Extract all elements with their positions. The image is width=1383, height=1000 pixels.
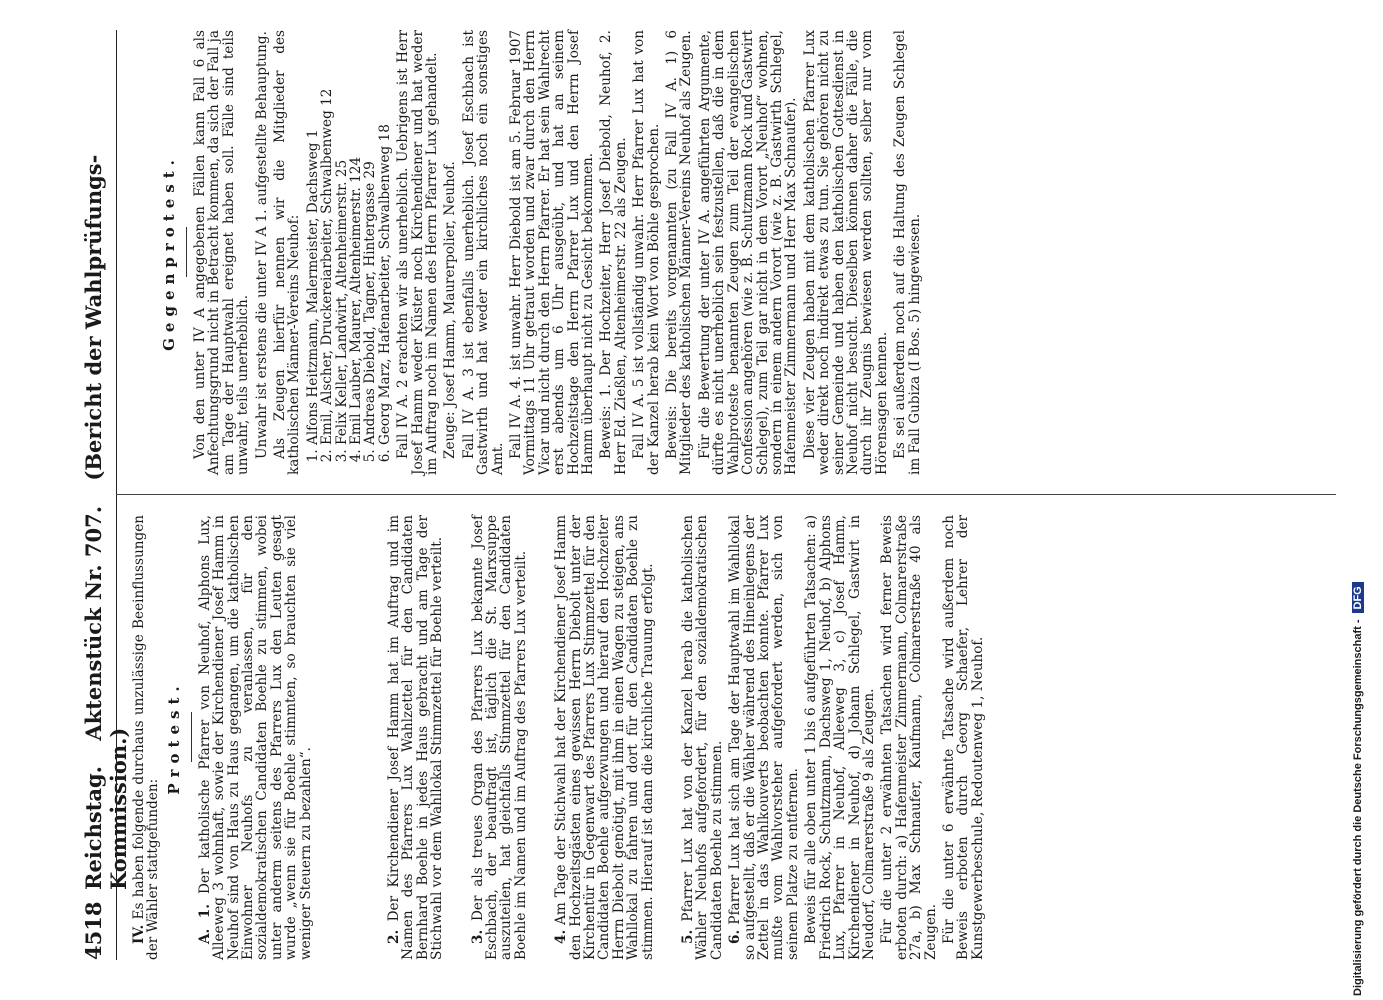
counter-p1: Von den unter IV A angegebenen Fällen kann Fall 6 als Anfechtungsgrund nicht in Betracht kommen, da sich der Fall ja am Tage der Hauptwahl ereignet haben soll. Fälle sind teils unwahr, teils unerheblich.	[191, 30, 252, 475]
header-commission: (Bericht der Wahlprüfungs-Kommission.)	[81, 154, 131, 890]
item-3: 3. Der als treues Organ des Pfarrers Lux bekannte Josef Eschbach, der beauftragt ist, täglich die St. Marxsuppe auszuteilen, hat gleichfalls Stimmzettel für den Candidaten Boehle im Namen und im Auftrag des Pfarrers Lux verteilt.	[469, 515, 529, 960]
list-item: 3. Felix Keller, Landwirt, Altenheimerstr. 25	[335, 30, 349, 445]
counter-p8: Für die Bewertung der unter IV A. angeführten Argumente, dürfte es nicht unerheblich sein festzustellen, daß die in dem Wahlproteste benannten Zeugen zum Teil der evangelischen Confession angehören (wie z. B. Schutzmann Rock und Gastwirt Schlegel), zum Teil gar nicht in dem Vorort „Neuhof“ wohnen, sondern in einem andern Vorort (wie z. B. Gastwirth Schlegel, Hafenmeister Zimmermann und Herr Max Schnaufer).	[696, 30, 800, 475]
funding-note: Digitalisierung gefördert durch die Deutsche Forschungsgemeinschaft -	[1352, 619, 1364, 996]
counter-p10: Es sei außerdem noch auf die Haltung des Zeugen Schlegel im Fall Gubiza (I Bos. 5) hingewiesen.	[892, 30, 923, 475]
column-divider	[116, 494, 1336, 495]
counter-p3: Als Zeugen hierfür nennen wir die Mitglieder des katholischen Männer-Vereins Neuhof:	[271, 30, 303, 475]
proof-item-2: Für die unter 2 erwähnten Tatsachen wird ferner Beweis erboten durch: a) Hafenmeister Zimmermann, Colmarerstraße 27a, b) Max Schnaufer, Kaufmann, Colmarerstraße 40 als Zeugen.	[879, 515, 939, 960]
counter-p4: Fall IV A. 2 erachten wir als unerheblich. Uebrigens ist Herr Josef Hamm weder Küster noch Kirchendiener und hat weder im Auftrag noch im Namen des Herrn Pfarrer Lux gehandelt.	[395, 30, 440, 475]
counter-p5: Fall IV A. 3 ist ebenfalls unerheblich. Josef Eschbach ist Gastwirth und hat weder ein kirchliches noch ein sonstiges Amt.	[460, 30, 506, 475]
counter-p9: Diese vier Zeugen haben mit dem katholischen Pfarrer Lux weder direkt noch indirekt etwas zu tun. Sie gehören nicht zu seiner Gemeinde und haben den katholischen Gottesdienst in Neuhof nicht besucht. Dieselben können daher die Fälle, die durch ihr Zeugnis bewiesen werden sollten, selber nur vom Hörensagen kennen.	[801, 30, 890, 475]
list-item: 6. Georg Marz, Hafenarbeiter, Schwalbenweg 18	[378, 30, 392, 445]
counter-protest-heading: Gegenprotest.	[160, 154, 178, 351]
section-number: IV.	[131, 924, 147, 944]
list-item: 5. Andreas Diebold, Tagner, Hintergasse 29	[363, 30, 377, 445]
header-document: Aktenstück Nr. 707.	[81, 505, 106, 741]
counter-p6: Fall IV A. 4. ist unwahr. Herr Diebold ist am 5. Februar 1907 Vormittags 11 Uhr getraut worden und zwar durch den Herrn Vicar und nicht durch den Herrn Pfarrer. Er hat sein Wahlrecht erst abends um 6 Uhr ausgeübt, und hat an seinem Hochzeitstage den Herrn Pfarrer Lux und den Herrn Josef Hamm überhaupt nicht zu Gesicht bekommen.	[508, 30, 597, 475]
counter-p6-proof: Beweis: 1. Der Hochzeiter, Herr Josef Diebold, Neuhof, 2. Herr Ed. Zießlen, Altenheimerstr. 22 als Zeugen.	[598, 30, 629, 475]
counter-p7-proof: Beweis: Die bereits vorgenannten (zu Fall IV A. 1) 6 Mitglieder des katholischen Männer-Vereins Neuhof als Zeugen.	[664, 30, 695, 475]
list-item: 2. Emil, Alscher, Druckereiarbeiter, Schwalbenweg 12	[320, 30, 334, 445]
item-4: 4. Am Tage der Stichwahl hat der Kirchendiener Josef Hamm den Hochzeitsgästen eines gewissen Herrn Diebolt unter der Kirchentür in Gegenwart des Pfarrers Lux Stimmzettel für den Candidaten Boehle aufgezwungen und hierauf den Hochzeiter Herrn Diebolt genötigt, mit ihm in einen Wagen zu steigen, ans Wahllokal zu fahren und dort für den Candidaten Boehle zu stimmen. Hierauf ist dann die kirchliche Trauung erfolgt.	[553, 515, 656, 960]
proof-item-6: Für die unter 6 erwähnte Tatsache wird außerdem noch Beweis erboten durch Georg Schaefer, Lehrer der Kunstgewerbeschule, Redoutenweg 1, Neuhof.	[940, 515, 986, 960]
counter-p2: Unwahr ist erstens die unter IV A 1. aufgestellte Behauptung.	[253, 31, 270, 459]
counter-p7: Fall IV A. 5 ist vollständig unwahr. Herr Pfarrer Lux hat von der Kanzel herab kein Wort von Böhle gesprochen.	[631, 30, 662, 475]
page-number: 4518	[81, 901, 106, 960]
list-item: 1. Alfons Heitzmann, Malermeister, Dachsweg 1	[306, 30, 320, 445]
item-2: 2. Der Kirchendiener Josef Hamm hat im Auftrag und im Namen des Pfarrers Lux Wahlzettel für den Candidaten Bernhard Boehle in jedes Haus gebracht und am Tage der Stichwahl vor dem Wahllokal Stimmzettel für Boehle verteilt.	[385, 515, 446, 960]
witness-list	[306, 30, 392, 445]
item-a1: A. 1. Der katholische Pfarrer von Neuhof, Alphons Lux, Alleeweg 3 wohnhaft, sowie der Kirchendiener Josef Hamm in Neuhof sind von Haus zu Haus gegangen, um die katholischen Einwohner Neuhofs zu veranlassen, für den sozialdemokratischen Candidaten Boehle zu stimmen, wobei unter anderm seitens des Pfarrers Lux den Leuten gesagt wurde „wenn sie für Boehle stimmten, so brauchten sie viel weniger Steuern zu bezahlen“.	[196, 515, 314, 960]
header-body: Reichstag.	[81, 766, 106, 890]
protest-column	[132, 515, 989, 960]
document-page	[50, 0, 1380, 1000]
header-rule	[116, 30, 117, 960]
protest-heading: Protest.	[164, 680, 183, 795]
digitization-note	[1352, 6, 1374, 996]
item-5: 5. Pfarrer Lux hat von der Kanzel herab die katholischen Wähler Neuhofs aufgefordert, für den sozialdemokratischen Candidaten Boehle zu stimmen.	[680, 514, 725, 960]
list-item: 4. Emil Lauber, Maurer, Altenheimerstr. 124	[349, 30, 363, 445]
item-6: 6. Pfarrer Lux hat sich am Tage der Hauptwahl im Wahllokal so aufgestellt, daß er die Wähler während des Hineinlegens der Zettel in das Wahlkouverts beobachten konnte. Pfarrer Lux mußte vom Wahlvorsteher aufgefordert werden, sich von seinem Platze zu entfernen.	[727, 514, 801, 960]
proof-all: Beweis für alle oben unter 1 bis 6 aufgeführten Tatsachen: a) Friedrich Rock, Schutzmann, Dachsweg 1, Neuhof, b) Alphons Lux, Pfarrer in Neuhof, Alleeweg 3, c) Josef Hamm, Kirchendiener in Neuhof, d) Johann Schlegel, Gastwirt in Neudorf, Colmarerstraße 9 als Zeugen.	[803, 515, 877, 960]
dfg-badge: DFG	[1352, 582, 1364, 613]
counter-p4-witness: Zeuge: Josef Hamm, Maurerpolier, Neuhof.	[442, 161, 459, 459]
running-header	[75, 30, 131, 960]
section-intro: Es haben folgende durchaus unzulässige Beeinflussungen der Wähler stattgefunden:	[131, 514, 162, 960]
counter-protest-column	[132, 30, 926, 475]
